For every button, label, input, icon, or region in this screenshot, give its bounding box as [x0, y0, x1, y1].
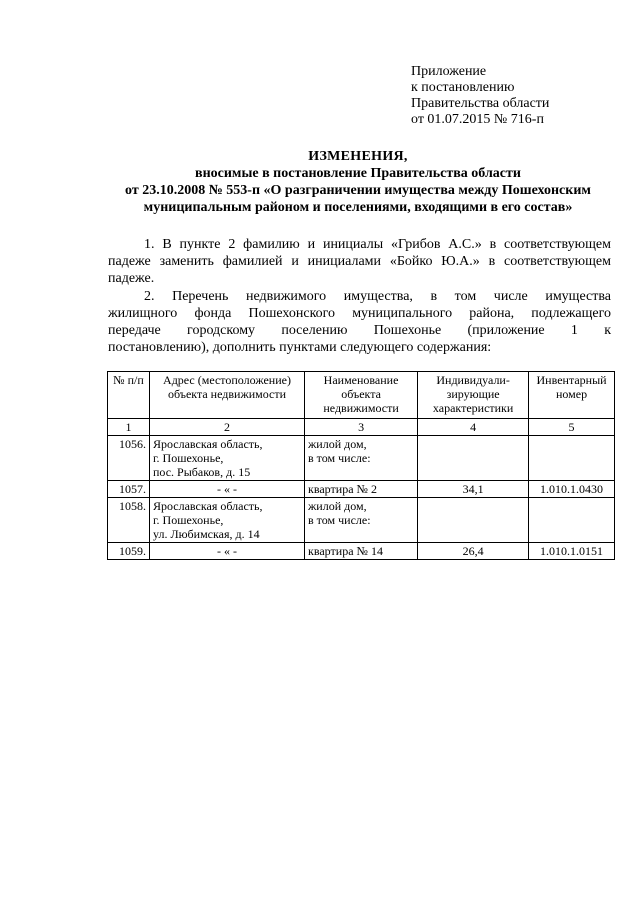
characteristics-cell: [418, 498, 529, 543]
row-number: 1059.: [108, 543, 150, 560]
document-title: [60, 148, 640, 216]
column-number: 4: [418, 419, 529, 436]
title-line: вносимые в постановление Правительства области: [195, 166, 521, 181]
address-line: ул. Любимская, д. 14: [152, 527, 260, 541]
column-number: 5: [529, 419, 615, 436]
table-row: [108, 543, 615, 560]
address-line: г. Пошехонье,: [152, 451, 224, 465]
table-header-row: [108, 372, 615, 419]
column-number: 3: [305, 419, 418, 436]
object-name-line: в том числе:: [308, 513, 371, 527]
object-name-line: жилой дом,: [308, 437, 367, 451]
header-cell: № п/п: [108, 372, 150, 419]
address-cell: - « -: [149, 543, 304, 560]
inventory-number-cell: 1.010.1.0151: [529, 543, 615, 560]
address-cell: - « -: [149, 481, 304, 498]
address-line: Ярославская область,: [152, 437, 263, 451]
table-row: [108, 498, 615, 543]
row-number: 1057.: [108, 481, 150, 498]
property-table: [107, 371, 615, 560]
characteristics-cell: [418, 436, 529, 481]
paragraph-line: жилищного фонда Пошехонского муниципального района, подлежащего: [108, 306, 611, 321]
table-row: [108, 436, 615, 481]
object-name-cell: [305, 498, 418, 543]
object-name-cell: [305, 436, 418, 481]
table-row: [108, 481, 615, 498]
address-line: пос. Рыбаков, д. 15: [152, 465, 251, 479]
header-cell: Адрес (местоположение) объекта недвижимости: [149, 372, 304, 419]
object-name-line: в том числе:: [308, 451, 371, 465]
address-cell: [149, 498, 304, 543]
paragraph-1: 1. В пункте 2 фамилию и инициалы «Грибов А.С.» в соответствующем падеже заменить фамилией и инициалами «Бойко Ю.А.» в соответствующем падеже.: [108, 237, 611, 286]
paragraph-2: [108, 288, 611, 356]
inventory-number-cell: [529, 436, 615, 481]
column-number-row: [108, 419, 615, 436]
address-cell: [149, 436, 304, 481]
title-line: муниципальным районом и поселениями, входящими в его состав»: [143, 200, 573, 215]
paragraph-line: 2. Перечень недвижимого имущества, в том числе имущества: [144, 289, 611, 304]
inventory-number-cell: [529, 498, 615, 543]
object-name-line: жилой дом,: [308, 499, 367, 513]
appendix-line: Приложение: [411, 64, 487, 79]
title-line: от 23.10.2008 № 553-п «О разграничении имущества между Пошехонским: [125, 183, 591, 198]
paragraph-line: передаче городскому поселению Пошехонье (приложение 1 к: [108, 323, 611, 338]
object-name-cell: квартира № 2: [305, 481, 418, 498]
appendix-line: к постановлению: [411, 80, 515, 95]
title-line: ИЗМЕНЕНИЯ,: [308, 149, 408, 164]
row-number: 1058.: [108, 498, 150, 543]
header-cell: Индивидуали-зирующие характеристики: [418, 372, 529, 419]
address-line: Ярославская область,: [152, 499, 263, 513]
column-number: 2: [149, 419, 304, 436]
characteristics-cell: 34,1: [418, 481, 529, 498]
paragraph-line: постановлению), дополнить пунктами следующего содержания:: [108, 340, 492, 355]
appendix-block: [411, 64, 549, 128]
object-name-cell: квартира № 14: [305, 543, 418, 560]
column-number: 1: [108, 419, 150, 436]
appendix-line: от 01.07.2015 № 716-п: [411, 112, 544, 127]
inventory-number-cell: 1.010.1.0430: [529, 481, 615, 498]
header-cell: Инвентарный номер: [529, 372, 615, 419]
row-number: 1056.: [108, 436, 150, 481]
characteristics-cell: 26,4: [418, 543, 529, 560]
header-cell: Наименование объекта недвижимости: [305, 372, 418, 419]
address-line: г. Пошехонье,: [152, 513, 224, 527]
appendix-line: Правительства области: [411, 96, 550, 111]
